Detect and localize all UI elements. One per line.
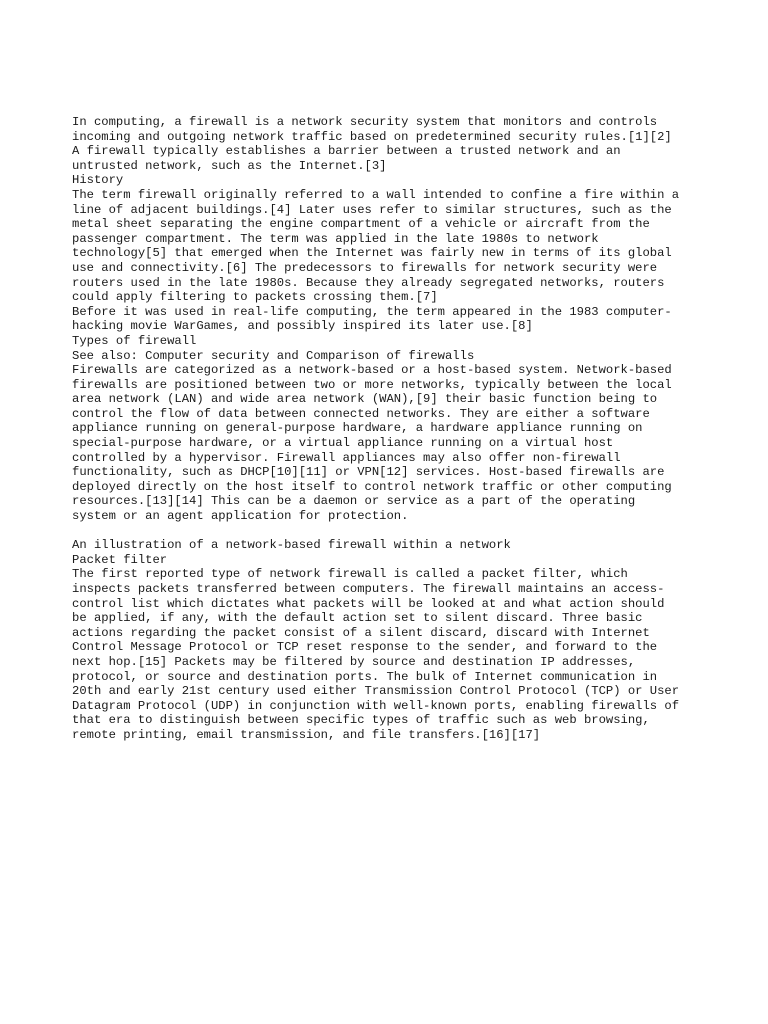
text-line: The term firewall originally referred to a wall intended to confine a fire within a — [72, 187, 680, 202]
section-heading-types-of-firewall: Types of firewall — [72, 333, 197, 348]
text-line: metal sheet separating the engine compartment of a vehicle or aircraft from the — [72, 217, 650, 232]
text-line: system or an agent application for protection. — [72, 509, 409, 524]
text-line: The first reported type of network firewall is called a packet filter, which — [72, 567, 628, 582]
text-line: firewalls are positioned between two or more networks, typically between the local — [72, 377, 672, 392]
text-line: incoming and outgoing network traffic based on predetermined security rules.[1][2] — [72, 129, 672, 144]
text-line: Control Message Protocol or TCP reset response to the sender, and forward to the — [72, 640, 658, 655]
text-line: routers used in the late 1980s. Because they already segregated networks, routers — [72, 275, 665, 290]
text-line: controlled by a hypervisor. Firewall appliances may also offer non-firewall — [72, 450, 621, 465]
document-body — [72, 115, 712, 743]
text-line: functionality, such as DHCP[10][11] or VPN[12] services. Host-based firewalls are — [72, 465, 665, 480]
text-line: protocol, or source and destination ports. The bulk of Internet communication in — [72, 669, 658, 684]
see-also-line: See also: Computer security and Comparison of firewalls — [72, 348, 475, 363]
section-heading-history: History — [72, 173, 124, 188]
text-line: deployed directly on the host itself to control network traffic or other computing — [72, 479, 672, 494]
text-line: use and connectivity.[6] The predecessors to firewalls for network security were — [72, 260, 658, 275]
figure-caption: An illustration of a network-based firewall within a network — [72, 538, 511, 553]
text-line: actions regarding the packet consist of a silent discard, discard with Internet — [72, 625, 650, 640]
text-line: next hop.[15] Packets may be filtered by source and destination IP addresses, — [72, 654, 636, 669]
text-line: line of adjacent buildings.[4] Later uses refer to similar structures, such as the — [72, 202, 672, 217]
text-line: remote printing, email transmission, and file transfers.[16][17] — [72, 727, 541, 742]
text-line: Before it was used in real-life computing, the term appeared in the 1983 computer- — [72, 304, 672, 319]
text-line: that era to distinguish between specific types of traffic such as web browsing, — [72, 713, 650, 728]
text-line: could apply filtering to packets crossing them.[7] — [72, 290, 438, 305]
text-line: technology[5] that emerged when the Internet was fairly new in terms of its global — [72, 246, 672, 261]
text-line: A firewall typically establishes a barrier between a trusted network and an — [72, 144, 621, 159]
text-line: In computing, a firewall is a network security system that monitors and controls — [72, 115, 658, 129]
text-line: untrusted network, such as the Internet.[3] — [72, 158, 387, 173]
text-line: special-purpose hardware, or a virtual appliance running on a virtual host — [72, 436, 614, 451]
text-line: inspects packets transferred between computers. The firewall maintains an access- — [72, 582, 665, 596]
text-line: Firewalls are categorized as a network-based or a host-based system. Network-based — [72, 363, 672, 378]
text-line: control list which dictates what packets will be looked at and what action should — [72, 596, 665, 611]
text-line: 20th and early 21st century used either Transmission Control Protocol (TCP) or User — [72, 684, 680, 699]
text-line: passenger compartment. The term was applied in the late 1980s to network — [72, 231, 599, 246]
text-line: control the flow of data between connected networks. They are either a software — [72, 406, 650, 421]
text-line: appliance running on general-purpose hardware, a hardware appliance running on — [72, 421, 643, 436]
text-line: hacking movie WarGames, and possibly inspired its later use.[8] — [72, 319, 533, 334]
text-line: be applied, if any, with the default action set to silent discard. Three basic — [72, 611, 643, 626]
text-line: area network (LAN) and wide area network (WAN),[9] their basic function being to — [72, 392, 658, 407]
section-heading-packet-filter: Packet filter — [72, 552, 168, 567]
text-line: Datagram Protocol (UDP) in conjunction with well-known ports, enabling firewalls of — [72, 698, 680, 713]
text-line: resources.[13][14] This can be a daemon or service as a part of the operating — [72, 494, 636, 509]
blank-line — [72, 524, 712, 539]
